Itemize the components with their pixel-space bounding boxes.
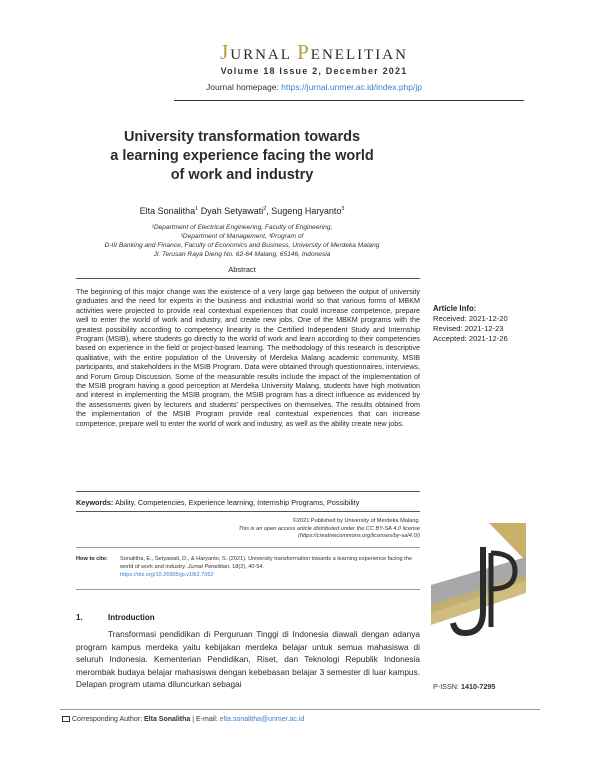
publication-info — [76, 518, 420, 541]
affiliation-line: Jl. Terusan Raya Dieng No. 62-64 Malang, 65146, Indonesia — [153, 251, 331, 258]
citation-volume: , 18(2), 40-54. — [229, 563, 265, 570]
issn-label: P-ISSN: — [433, 682, 459, 691]
citation-doi-link[interactable]: https://doi.org/10.26905/jp.v18i2.7062 — [120, 571, 214, 578]
accepted-date: Accepted: 2021-12-26 — [433, 334, 508, 343]
article-info-heading: Article Info: — [433, 304, 477, 313]
footer-separator: | — [192, 716, 195, 723]
author-name: Dyah Setyawati — [200, 206, 264, 216]
email-link[interactable]: elta.sonalitha@unmer.ac.id — [219, 716, 305, 723]
journal-title-initial-j: J — [220, 40, 231, 64]
author-name: Sugeng Haryanto — [271, 206, 342, 216]
affiliation-line: ²Department of Management, ³Program of — [180, 233, 304, 240]
abstract-top-rule — [76, 278, 420, 279]
journal-homepage — [0, 82, 600, 92]
issn-value: 1410-7295 — [460, 682, 496, 691]
envelope-icon — [62, 716, 70, 722]
citation-rule — [76, 589, 420, 590]
affiliation-line: D-III Banking and Finance, Faculty of Economics and Business, University of Merdeka Malang — [104, 242, 380, 249]
affiliation-line: ¹Department of Electrical Engineering, Faculty of Engineering, — [151, 224, 333, 231]
corresponding-name: Elta Sonalitha — [144, 716, 191, 723]
introduction-text: Transformasi pendidikan di Perguruan Tinggi di Indonesia diawali dengan adanya program kampus merdeka yaitu kebijakan merdeka belajar untuk semua mahasiswa di seluruh Indonesia. Kementerian Pendidikan, Riset, dan Teknologi Republik Indonesia merombak budaya belajar mahasiswa dengan kebebasan belajar 3 semester di luar kampus. Delapan program utama diluncurkan sebagai — [76, 629, 420, 690]
author-sup: 2 — [263, 206, 267, 212]
homepage-link[interactable]: https://jurnal.unmer.ac.id/index.php/jp — [281, 82, 422, 92]
received-date: Received: 2021-12-20 — [433, 314, 508, 323]
keywords — [76, 498, 420, 507]
abstract-bottom-rule — [76, 491, 420, 492]
abstract-text: The beginning of this major change was the existence of a very large gap between the output of university graduates and the need for experts in the business and industrial world so that various forms of MBKM activities were projected to provide real contextual experiences that could increase competence, prepare well to enter the world of work and industry, and create new jobs. One of the MBKM programs with the greatest possibility according to competency linearity is the Certified Independent Study and Internship Program (MSIB), where students go directly to the world of work and learn according to their competencies based on experience in the field or project-based learning. The methodology of this research is descriptive qualitative, with the entire population of the University of Merdeka Malang academic community, MSIB participants, and stakeholders in the MSIB Program. Data were obtained through questionnaires, interviews, and Forum Group Discussion. Some of the measurable results include the impact of the implementation of the MSIB program having a good perception at Merdeka University Malang, students have high motivation and interest in implementing the MSIB program, the MSIB program has a direct influence as evidenced by the assessments given by lecturers and students' perspectives on themselves. The results obtained from the implementation of the MSIB Program provide real contextual experiences that can increase competence, prepare well to enter the world of work and industry, as well as the ability create new jobs. — [76, 287, 420, 428]
license-url[interactable]: (https://creativecommons.org/licenses/by-sa/4.0/) — [298, 533, 420, 540]
print-issn — [433, 682, 495, 691]
article-info — [433, 304, 573, 344]
title-line: a learning experience facing the world — [110, 148, 374, 164]
author-sup: 1 — [195, 206, 199, 212]
footer-rule — [60, 709, 540, 710]
journal-title-part1: URNAL — [230, 47, 298, 63]
author-sup: 3 — [341, 206, 345, 212]
header-rule — [174, 100, 524, 101]
citation-text: Sonalitha, E., Setyawati, D., & Haryanto, S. (2021). University transformation towards a learning experience facing the world of work and industry. — [120, 556, 412, 570]
citation — [120, 556, 420, 579]
corresponding-label: Corresponding Author: — [72, 716, 143, 723]
title-line: University transformation towards — [123, 129, 361, 145]
publication-rule — [76, 547, 420, 548]
cite-label: How to cite: — [76, 556, 108, 562]
journal-title — [0, 40, 600, 65]
license-line: This is an open access article distributed under the CC BY-SA 4.0 license — [238, 525, 420, 532]
email-label: E-mail: — [196, 716, 218, 723]
title-line: of work and industry — [170, 167, 314, 183]
corresponding-author — [62, 715, 304, 723]
keywords-label: Keywords: — [76, 498, 114, 507]
citation-journal: Jurnal Penelitian — [187, 563, 230, 570]
journal-title-part2: ENELITIAN — [310, 47, 408, 63]
keywords-rule — [76, 511, 420, 512]
journal-logo — [431, 523, 526, 645]
journal-title-initial-p: P — [297, 40, 311, 64]
section-title: Introduction — [108, 613, 155, 622]
paper-title — [70, 128, 414, 185]
author-name: Elta Sonalitha — [139, 206, 196, 216]
copyright-line: ©2021 Published by University of Merdeka Malang. — [292, 518, 420, 524]
revised-date: Revised: 2021-12-23 — [433, 324, 504, 333]
keywords-text: Ability, Competencies, Experience learning, Internship Programs, Possibility — [114, 498, 360, 507]
abstract-heading: Abstract — [228, 265, 256, 274]
section-number: 1. — [76, 613, 83, 622]
volume-issue: Volume 18 Issue 2, December 2021 — [220, 66, 408, 76]
author-list: Elta Sonalitha$^1$ Dyah Setyawati$^2$, Sugeng Haryanto$^3$ — [139, 206, 345, 216]
homepage-label: Journal homepage: — [206, 82, 279, 92]
